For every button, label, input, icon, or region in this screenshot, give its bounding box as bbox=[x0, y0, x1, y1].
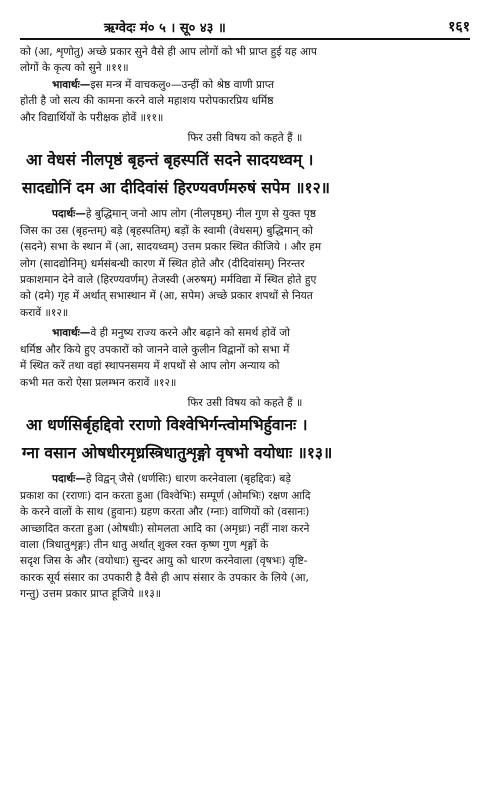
mantra-13-line-2: ग्ना वसान ओषधीरमृध्रस्त्रिधातुशृङ्गो वृषभो वयोधाः ॥१३॥ bbox=[22, 443, 333, 463]
running-header bbox=[20, 14, 470, 36]
bhavartha-12-line: भावार्थः—वे ही मनुष्य राज्य करने और बढ़ाने को समर्थ होवें जो bbox=[52, 327, 290, 340]
padartha-12-line: पदार्थः—हे बुद्धिमान् जनो आप लोग (नीलपृष्ठम्) नील गुण से युक्त पृष्ठ bbox=[52, 208, 316, 221]
padartha-13-line: के करने वालों के साथ (हुवानः) ग्रहण करता और (ग्नाः) वाणियों को (वसानः) bbox=[20, 506, 310, 519]
bhavartha-12-line: धर्मिष्ठ और किये हुए उपकारों को जानने वाले कुलीन विद्वानों को सभा में bbox=[20, 343, 290, 356]
padartha-13-line: प्रकाश का (रराणः) दान करता हुआ (विश्वेभिः) सम्पूर्ण (ओमभिः) रक्षण आदि bbox=[20, 489, 311, 502]
padartha-12-line: करावें ॥१२॥ bbox=[20, 306, 69, 319]
padartha-12-line: लोग (सादद्योनिम्) धर्मसंबन्धी कारण में स्थित होते और (दीदिवांसम्) निरन्तर bbox=[20, 257, 305, 270]
padartha-13-line: आच्छादित करता हुआ (ओषधीः) सोमलता आदि का (अमृध्रः) नहीं नाश करने bbox=[20, 522, 310, 535]
bhavartha-11-line: और विद्यार्थियों के परीक्षक होवें ॥११॥ bbox=[20, 111, 164, 124]
padartha-13-line: गन्तु) उत्तम प्रकार प्राप्त हूजिये ॥१३॥ bbox=[20, 588, 162, 601]
text-line: लोगों के कृत्य को सुने ॥११॥ bbox=[20, 62, 129, 75]
page-number: १६१ bbox=[448, 19, 470, 35]
mantra-12-line-2: सादद्योनिं दम आ दीदिवांसं हिरण्यवर्णमरुषं सपेम ॥१२॥ bbox=[22, 178, 330, 198]
padartha-12-line: जिस का उस (बृहन्तम्) बड़े (बृहस्पतिम्) बड़ों के स्वामी (वेधसम्) बुद्धिमान् को bbox=[20, 224, 313, 237]
padartha-13-line: कारक सूर्य संसार का उपकारी है वैसे ही आप संसार के उपकार के लिये (आ, bbox=[20, 571, 309, 584]
padartha-13-line: वाला (त्रिधातुशृङ्गः) तीन धातु अर्थात् शुक्ल रक्त कृष्ण गुण शृङ्गों के bbox=[20, 538, 269, 551]
bhavartha-label: भावार्थः— bbox=[52, 327, 91, 340]
bhavartha-12-line: में स्थित करें तथा वहां स्थापनसमय में शपथों से आप लोग अन्याय को bbox=[20, 360, 280, 373]
padartha-label: पदार्थः— bbox=[52, 208, 86, 221]
text-line: को (आ, शृणोतु) अच्छे प्रकार सुने वैसे ही आप लोगों को भी प्राप्त हुई यह आप bbox=[20, 46, 317, 58]
bhavartha-11-line: होती है जो सत्य की कामना करने वाले महाशय परोपकारप्रिय धर्मिष्ठ bbox=[20, 95, 274, 108]
padartha-12-line: (सदने) सभा के स्थान में (आ, सादयध्वम्) उत्तम प्रकार स्थित कीजिये । और हम bbox=[20, 241, 322, 254]
bhavartha-11-line: भावार्थः—इस मन्त्र में वाचकलु०—उन्हीं को श्रेष्ठ वाणी प्राप्त bbox=[52, 78, 275, 91]
running-title: ऋग्वेदः मं० ५ । सू० ४३ ॥ bbox=[104, 21, 226, 36]
section-heading: फिर उसी विषय को कहते हैं ॥ bbox=[187, 132, 303, 145]
padartha-label: पदार्थः— bbox=[52, 473, 86, 486]
padartha-13-line: पदार्थः—हे विद्वन् जैसे (धर्णसिः) धारण करनेवाला (बृहद्दिवः) बड़े bbox=[52, 473, 291, 486]
section-heading: फिर उसी विषय को कहते हैं ॥ bbox=[187, 396, 303, 409]
bhavartha-12-line: कभी मत करो ऐसा प्रलम्भन करावें ॥१२॥ bbox=[20, 376, 177, 389]
mantra-12-line-1: आ वेधसं नीलपृष्ठं बृहन्तं बृहस्पतिं सदने सादयध्वम् । bbox=[26, 150, 314, 170]
padartha-12-line: प्रकाशमान देने वाले (हिरण्यवर्णम्) तेजस्वी (अरुषम्) मर्मविद्या में स्थित होते हुए bbox=[20, 274, 317, 287]
padartha-13-line: सदृश जिस के और (वयोधाः) सुन्दर आयु को धारण करनेवाला (वृषभः) वृष्टि- bbox=[20, 555, 308, 568]
padartha-12-line: को (दमे) गृह में अर्थात् सभास्थान में (आ, सपेम) अच्छे प्रकार शपथों से नियत bbox=[20, 290, 313, 303]
mantra-13-line-1: आ धर्णसिर्बृहद्दिवो रराणो विश्वेभिर्गन्त्वोमभिर्हुवानः । bbox=[26, 415, 308, 435]
bhavartha-label: भावार्थः— bbox=[52, 78, 91, 91]
header-rule bbox=[20, 38, 470, 40]
